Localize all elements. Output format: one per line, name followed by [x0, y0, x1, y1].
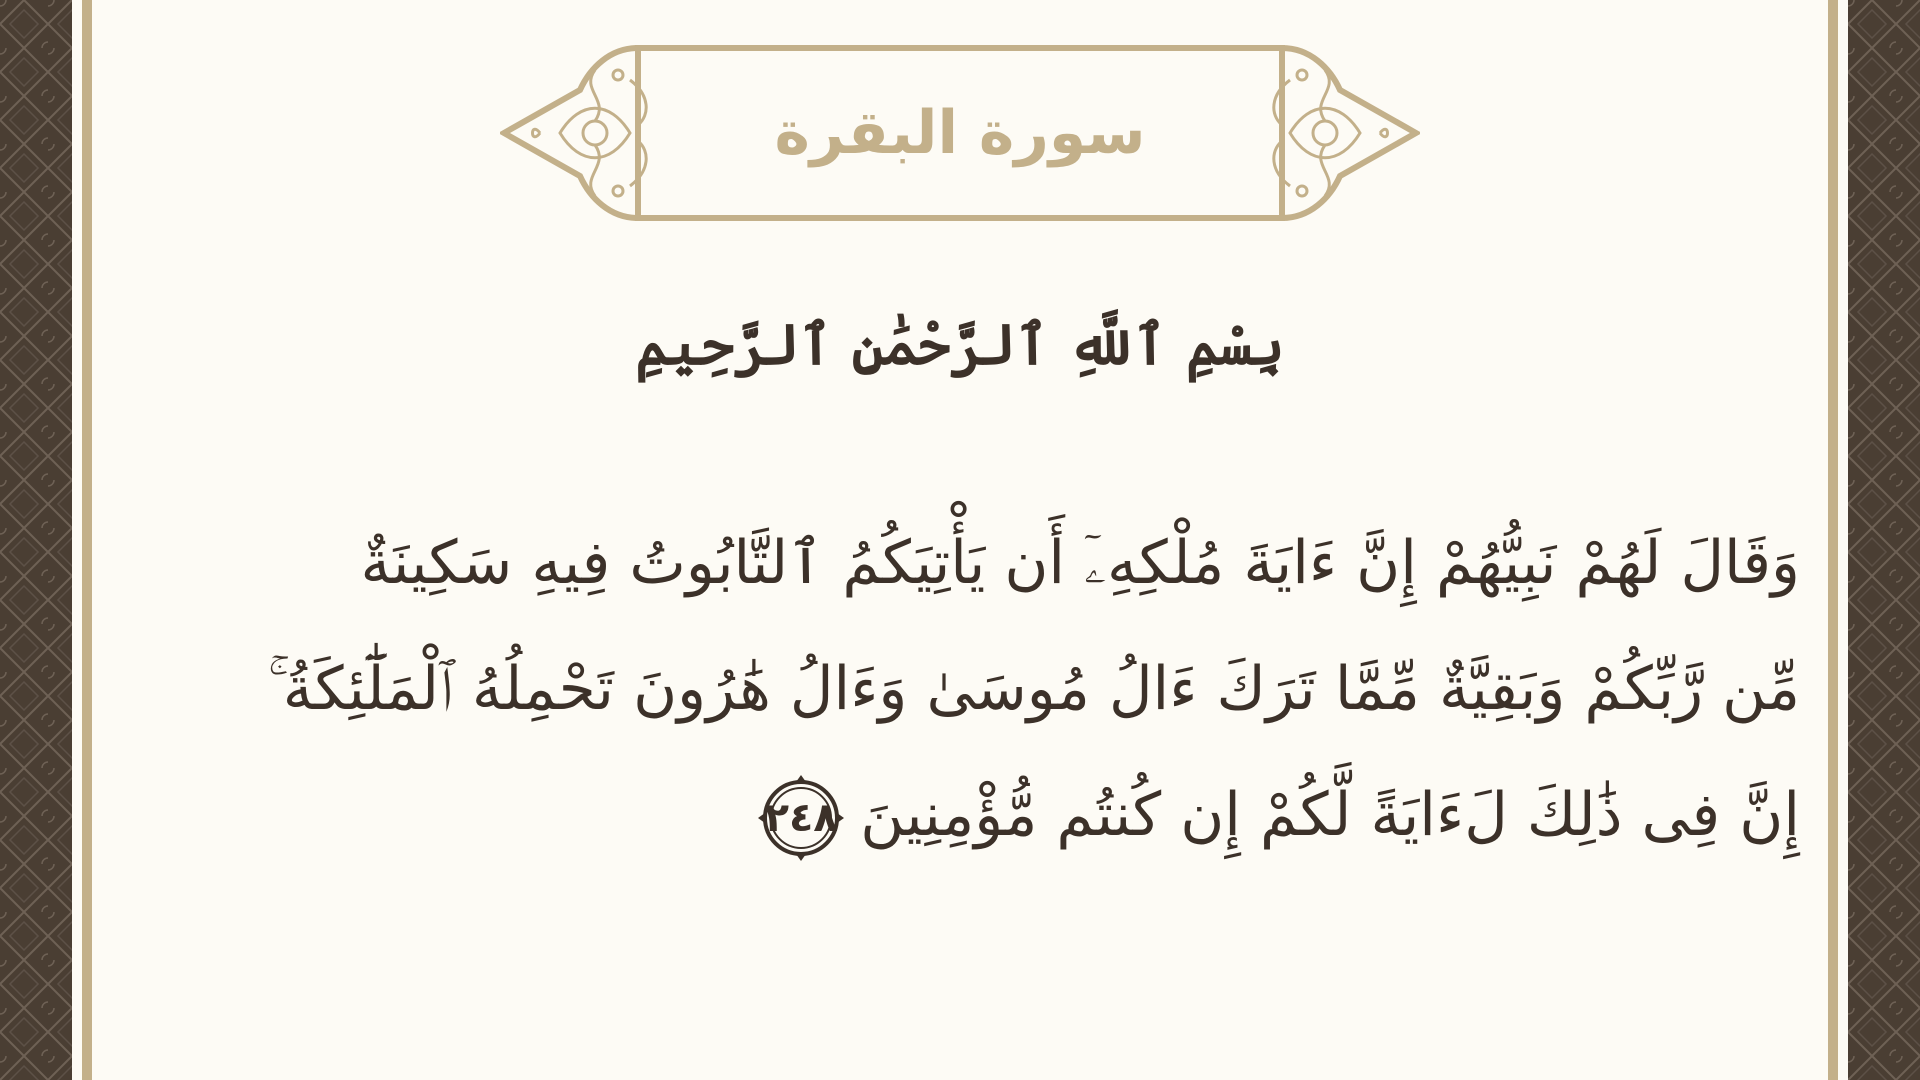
left-ornamental-border [0, 0, 72, 1080]
surah-title: سورة البقرة [774, 98, 1146, 168]
left-gold-rule [82, 0, 92, 1080]
right-ornamental-border [1848, 0, 1920, 1080]
verse-line: وَقَالَ لَهُمْ نَبِيُّهُمْ إِنَّ ءَايَةَ مُلْكِهِۦٓ أَن يَأْتِيَكُمُ ٱلتَّابُوتُ فِيهِ سَكِينَةٌ [360, 528, 1800, 598]
right-gold-rule [1828, 0, 1838, 1080]
basmala: بِسْمِ ٱللَّهِ ٱلرَّحْمَٰنِ ٱلرَّحِيمِ [635, 312, 1285, 378]
ayah-number: ٢٤٨ [764, 795, 838, 842]
verse-line: مِّن رَّبِّكُمْ وَبَقِيَّةٌ مِّمَّا تَرَكَ ءَالُ مُوسَىٰ وَءَالُ هَٰرُونَ تَحْمِلُهُ ٱلْمَلَٰٓئِكَةُ ۚ [267, 654, 1800, 724]
verse-line-text: إِنَّ فِى ذَٰلِكَ لَءَايَةً لَّكُمْ إِن كُنتُم مُّؤْمِنِينَ [860, 780, 1800, 850]
verse-line-last [190, 752, 1800, 878]
surah-header-cartouche [500, 40, 1420, 226]
ayah-number-marker [756, 773, 846, 863]
verse-text [190, 500, 1800, 878]
